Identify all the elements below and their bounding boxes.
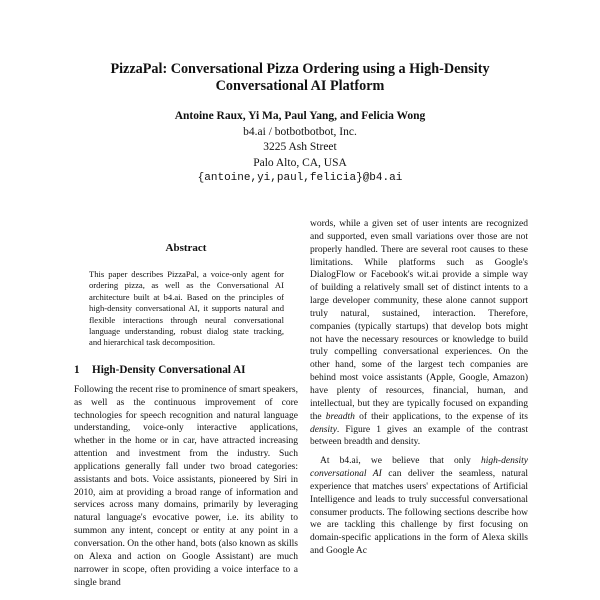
paragraph-text: of their applications, to the expense of its (359, 411, 528, 422)
section-number: 1 (74, 363, 80, 376)
left-column (74, 241, 298, 589)
right-column (310, 218, 528, 558)
title-line-1: PizzaPal: Conversational Pizza Ordering using a High-Density (110, 61, 490, 77)
abstract-text: This paper describes PizzaPal, a voice-only agent for ordering pizza, as well as the Conversational AI architecture built at b4.ai. Based on the principles of high-density conversational AI, it supports natural and flexible interactions through neural conversational language understanding, robust dialog state tracking, and hierarchical task decomposition. (89, 269, 284, 348)
abstract-heading: Abstract (165, 242, 207, 254)
paragraph-text: can deliver the seamless, natural experience that matches users' expectations of Artificial Intelligence and leads to truly successful conversational consumer products. The following sections describe how we are tackling this challenge by first focusing on domain-specific applications in the form of Alexa skills and Google Ac (310, 469, 528, 557)
right-paragraph-2 (310, 455, 528, 558)
author-names: Antoine Raux, Yi Ma, Paul Yang, and Felicia Wong (174, 110, 426, 122)
author-emails: {antoine,yi,paul,felicia}@b4.ai (197, 172, 403, 184)
right-paragraph-1 (310, 218, 528, 449)
emphasis-breadth: breadth (325, 411, 355, 422)
section-heading (74, 363, 298, 377)
emphasis-high-density: high-density conversational AI (310, 456, 529, 480)
paper-title (60, 61, 540, 95)
section-title: High-Density Conversational AI (92, 363, 246, 376)
paragraph-text: At b4.ai, we believe that only (320, 456, 471, 467)
title-line-2: Conversational AI Platform (215, 78, 385, 94)
author-block (60, 109, 540, 187)
emphasis-density: density (310, 424, 337, 435)
paragraph-text: words, while a given set of user intents are recognized and supported, even small variations over those are not properly handled. There are several root causes to these limitations. While platforms such as Google's DialogFlow or Facebook's wit.ai provide a simple way of building a relatively small set of distinct intents to a large developer community, these alone cannot support truly natural, sustained, interaction. Therefore, companies (typically startups) that develop bots might not have the necessary resources or knowledge to build truly compelling conversational experiences. On the other hand, some of the largest tech companies are behind most voice assistants (Apple, Google, Amazon) have plenty of resources, financial, human, and intellectual, but they are typically focused on expanding the (310, 219, 528, 422)
section-paragraph-1: Following the recent rise to prominence of smart speakers, as well as the continuous improvement of core technologies for speech recognition and natural language understanding, voice-only interactive applications, whether in the home or in car, have attracted increasing attention and investment from the industry. Such applications generally fall under two broad categories: assistants and bots. Voice assistants, pioneered by Siri in 2010, aim at providing a broad range of information and services across many domains, primarily by leveraging natural language's evocative power, i.e. its ability to summon any intent, concept or entity at any point in a conversation. On the other hand, bots (also known as skills on Alexa and action on Google Assistant) are much narrower in scope, often providing a voice interface to a single brand (74, 384, 299, 588)
affiliation: b4.ai / botbotbotbot, Inc. (243, 125, 357, 138)
paragraph-text: . Figure 1 gives an example of the contrast between breadth and density. (310, 424, 528, 448)
street-address: 3225 Ash Street (263, 141, 337, 153)
city-address: Palo Alto, CA, USA (253, 156, 347, 169)
